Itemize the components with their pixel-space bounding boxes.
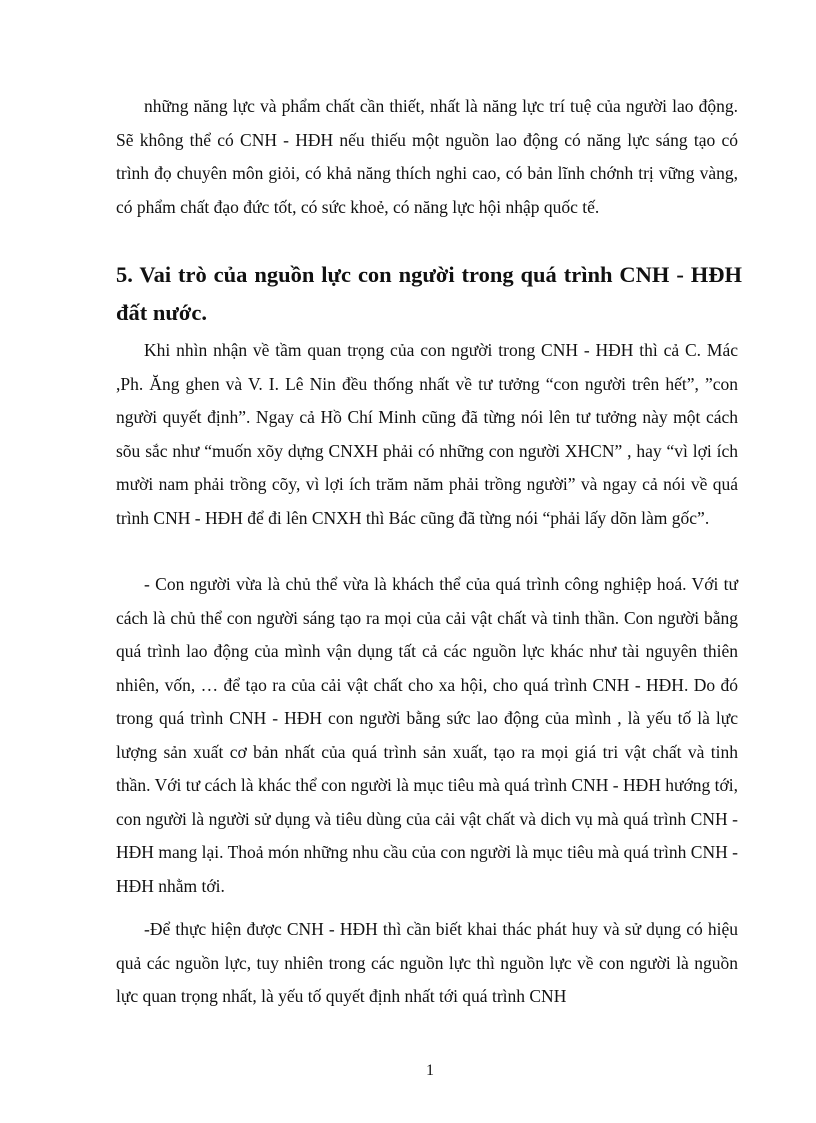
paragraph-intro-continuation — [116, 90, 738, 224]
page-number: 1 — [426, 1062, 434, 1079]
paragraph-text: - Con người vừa là chủ thể vừa là khách thể của quá trình công nghiệp hoá. Với tư cách là chủ thể con người sáng tạo ra mọi của cải vật chất và tinh thần. Con người bằng quá trình lao động của mình vận dụng tất cả các nguồn lực khác như tài nguyên thiên nhiên, vốn, … để tạo ra của cải vật chất cho xa hội, cho quá trình CNH - HĐH. Do đó trong quá trình CNH - HĐH con người bằng sức lao động của mình , là yếu tố là lực lượng sản xuất cơ bản nhất của quá trình sản xuất, tạo ra mọi giá tri vật chất và tinh thần. Với tư cách là khác thể con người là mục tiêu mà quá trình CNH - HĐH hướng tới, con người là người sử dụng và tiêu dùng của cải vật chất và dich vụ mà quá trình CNH - HĐH mang lại. Thoả món những nhu cầu của con người là mục tiêu mà quá trình CNH - HĐH nhằm tới. — [116, 574, 738, 896]
paragraph-subject-object — [116, 568, 738, 903]
paragraph-marx-ho-chi-minh — [116, 334, 738, 535]
paragraph-text: những năng lực và phẩm chất cần thiết, nhất là năng lực trí tuệ của người lao động. Sẽ không thể có CNH - HĐH nếu thiếu một nguồn lao động có năng lực sáng tạo có trình đọ chuyên môn giỏi, có khả năng thích nghi cao, có bản lĩnh chớnh trị vững vàng, có phẩm chất đạo đức tốt, có sức khoẻ, có năng lực hội nhập quốc tế. — [116, 96, 738, 217]
paragraph-text: Khi nhìn nhận về tầm quan trọng của con người trong CNH - HĐH thì cả C. Mác ,Ph. Ăng ghen và V. I. Lê Nin đều thống nhất về tư tưởng “con người trên hết”, ”con người quyết định”. Ngay cả Hồ Chí Minh cũng đã từng nói lên tư tưởng này một cách sõu sắc như “muốn xõy dựng CNXH phải có những con người XHCN” , hay “vì lợi ích mười nam phải trồng cõy, vì lợi ích trăm năm phải trồng người” và ngay cả nói về quá trình CNH - HĐH để đi lên CNXH thì Bác cũng đã từng nói “phải lấy dõn làm gốc”. — [116, 340, 738, 528]
section-heading: 5. Vai trò của nguồn lực con người trong quá trình CNH - HĐH đất nước. — [116, 262, 742, 325]
paragraph-resource-importance — [116, 913, 738, 1014]
paragraph-text: -Để thực hiện được CNH - HĐH thì cần biết khai thác phát huy và sử dụng có hiệu quả các nguồn lực, tuy nhiên trong các nguồn lực thì nguồn lực về con người là nguồn lực quan trọng nhất, là yếu tố quyết định nhất tới quá trình CNH — [116, 919, 738, 1006]
